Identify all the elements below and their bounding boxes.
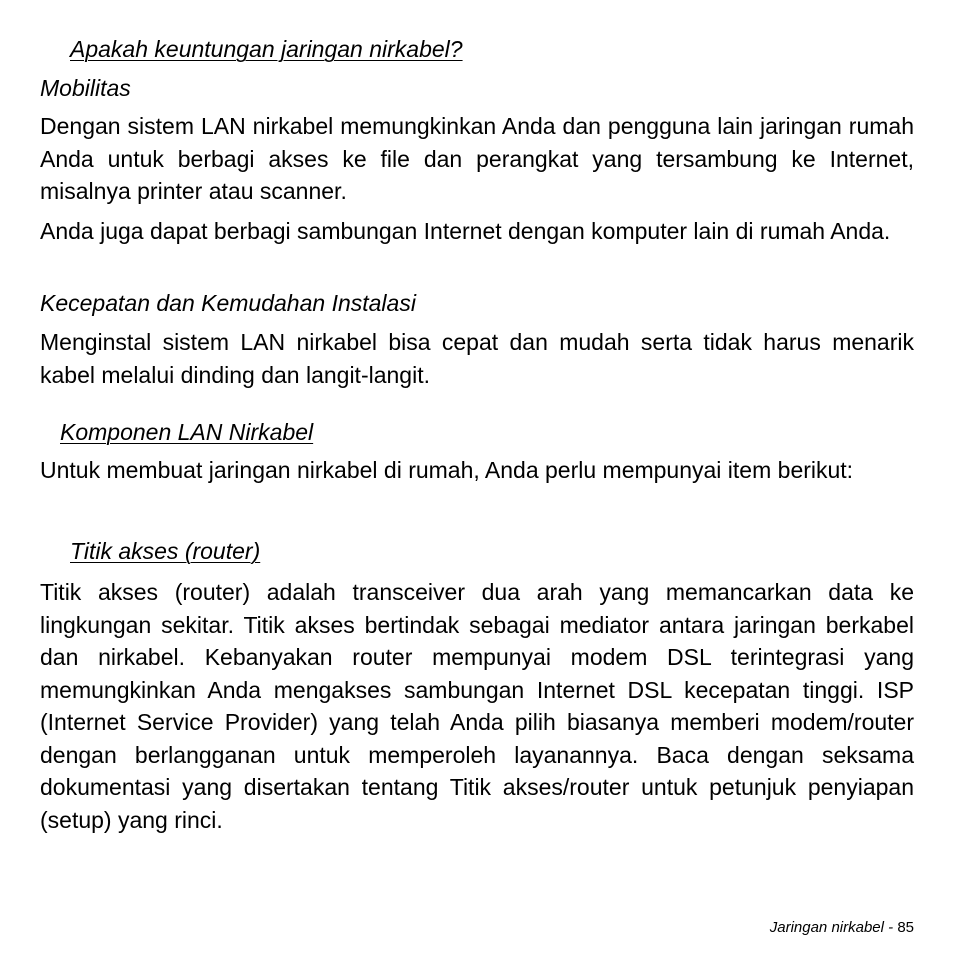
heading-wireless-benefits: Apakah keuntungan jaringan nirkabel? [70, 36, 463, 62]
page-number: 85 [897, 919, 914, 936]
paragraph-mobility-1: Dengan sistem LAN nirkabel memungkinkan Anda dan pengguna lain jaringan rumah Anda untuk berbagi akses ke file dan perangkat yang tersambung ke Internet, misalnya printer atau scanner. [40, 113, 914, 204]
subheading-mobility: Mobilitas [40, 75, 131, 101]
paragraph-speed-installation: Menginstal sistem LAN nirkabel bisa cepat dan mudah serta tidak harus menarik kabel melalui dinding dan langit-langit. [40, 329, 914, 388]
paragraph-access-point: Titik akses (router) adalah transceiver dua arah yang memancarkan data ke lingkungan sekitar. Titik akses bertindak sebagai mediator antara jaringan berkabel dan nirkabel. Kebanyakan router mempunyai modem DSL terintegrasi yang memungkinkan Anda mengakses sambungan Internet DSL kecepatan tinggi. ISP (Internet Service Provider) yang telah Anda pilih biasanya memberi modem/router dengan berlangganan untuk memperoleh layanannya. Baca dengan seksama dokumentasi yang disertakan tentang Titik akses/router untuk petunjuk penyiapan (setup) yang rinci. [40, 579, 914, 833]
paragraph-mobility-2: Anda juga dapat berbagi sambungan Internet dengan komputer lain di rumah Anda. [40, 218, 891, 244]
heading-wireless-lan-components: Komponen LAN Nirkabel [60, 419, 314, 445]
paragraph-components: Untuk membuat jaringan nirkabel di rumah, Anda perlu mempunyai item berikut: [40, 457, 854, 483]
footer-chapter-title: Jaringan nirkabel - [769, 919, 894, 936]
heading-access-point: Titik akses (router) [70, 538, 261, 564]
subheading-speed-installation: Kecepatan dan Kemudahan Instalasi [40, 290, 416, 316]
page-footer [770, 918, 914, 938]
